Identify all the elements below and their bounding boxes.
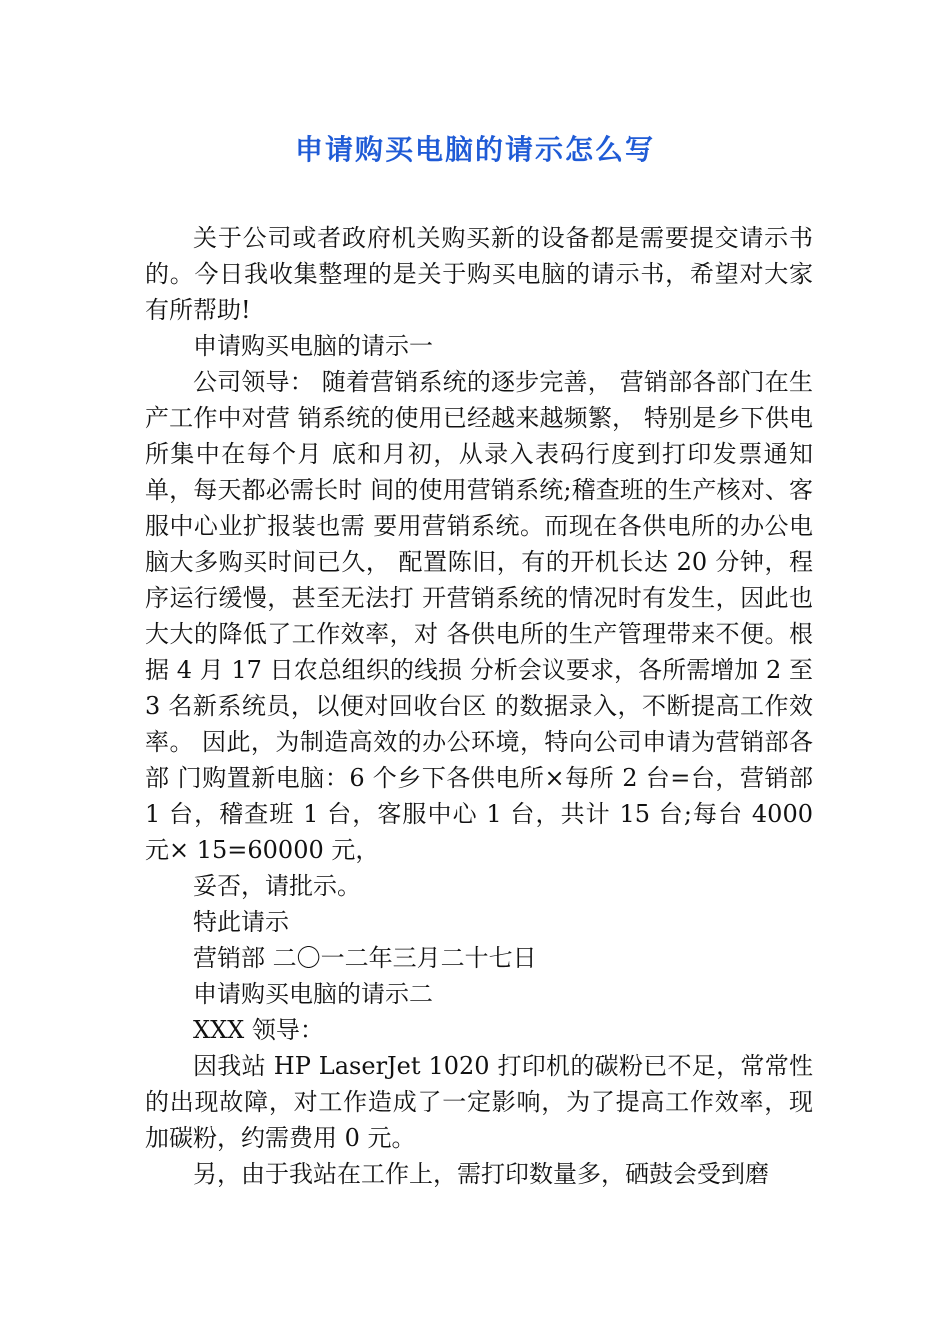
signature-date-line: 营销部 二〇一二年三月二十七日 [193,944,537,972]
request-two-body: 因我站 HP LaserJet 1020 打印机的碳粉已不足，常常性的出现故障，对工作造成了一定影响，为了提高工作效率，现加碳粉，约需费用 0 元。 [145,1052,813,1152]
document-title: 申请购买电脑的请示怎么写 [294,133,655,166]
salutation-line: XXX 领导： [193,1016,324,1044]
intro-paragraph: 关于公司或者政府机关购买新的设备都是需要提交请示书的。今日我收集整理的是关于购买电脑的请示书，希望对大家有所帮助! [145,224,813,324]
document-body [145,220,813,1192]
request-one-body: 公司领导： 随着营销系统的逐步完善， 营销部各部门在生产工作中对营 销系统的使用已经越来越频繁， 特别是乡下供电所集中在每个月 底和月初，从录入表码行度到打印发票通知单，每天都必需长时 间的使用营销系统;稽查班的生产核对、客服中心业扩报装也需 要用营销系统。而现在各供电所的办公电脑大多购买时间已久， 配置陈旧，有的开机长达 20 分钟，程序运行缓慢，甚至无法打 开营销系统的情况时有发生，因此也大大的降低了工作效率，对 各供电所的生产管理带来不便。根据 4 月 17 日农总组织的线损 分析会议要求，各所需增加 2 至 3 名新系统员，以便对回收台区 的数据录入，不断提高工作效率。 因此，为制造高效的办公环境，特向公司申请为营销部各部 门购置新电脑：6 个乡下各供电所×每所 2 台=台，营销部 1 台，稽查班 1 台，客服中心 1 台，共计 15 台;每台 4000 元× 15=60000 元， [145,368,813,864]
request-two-continuation: 另，由于我站在工作上，需打印数量多，硒鼓会受到磨 [193,1160,769,1188]
section-heading-two: 申请购买电脑的请示二 [193,980,433,1008]
approval-line: 妥否，请批示。 [193,872,361,900]
closing-line: 特此请示 [193,908,289,936]
section-heading-one: 申请购买电脑的请示一 [193,332,433,360]
